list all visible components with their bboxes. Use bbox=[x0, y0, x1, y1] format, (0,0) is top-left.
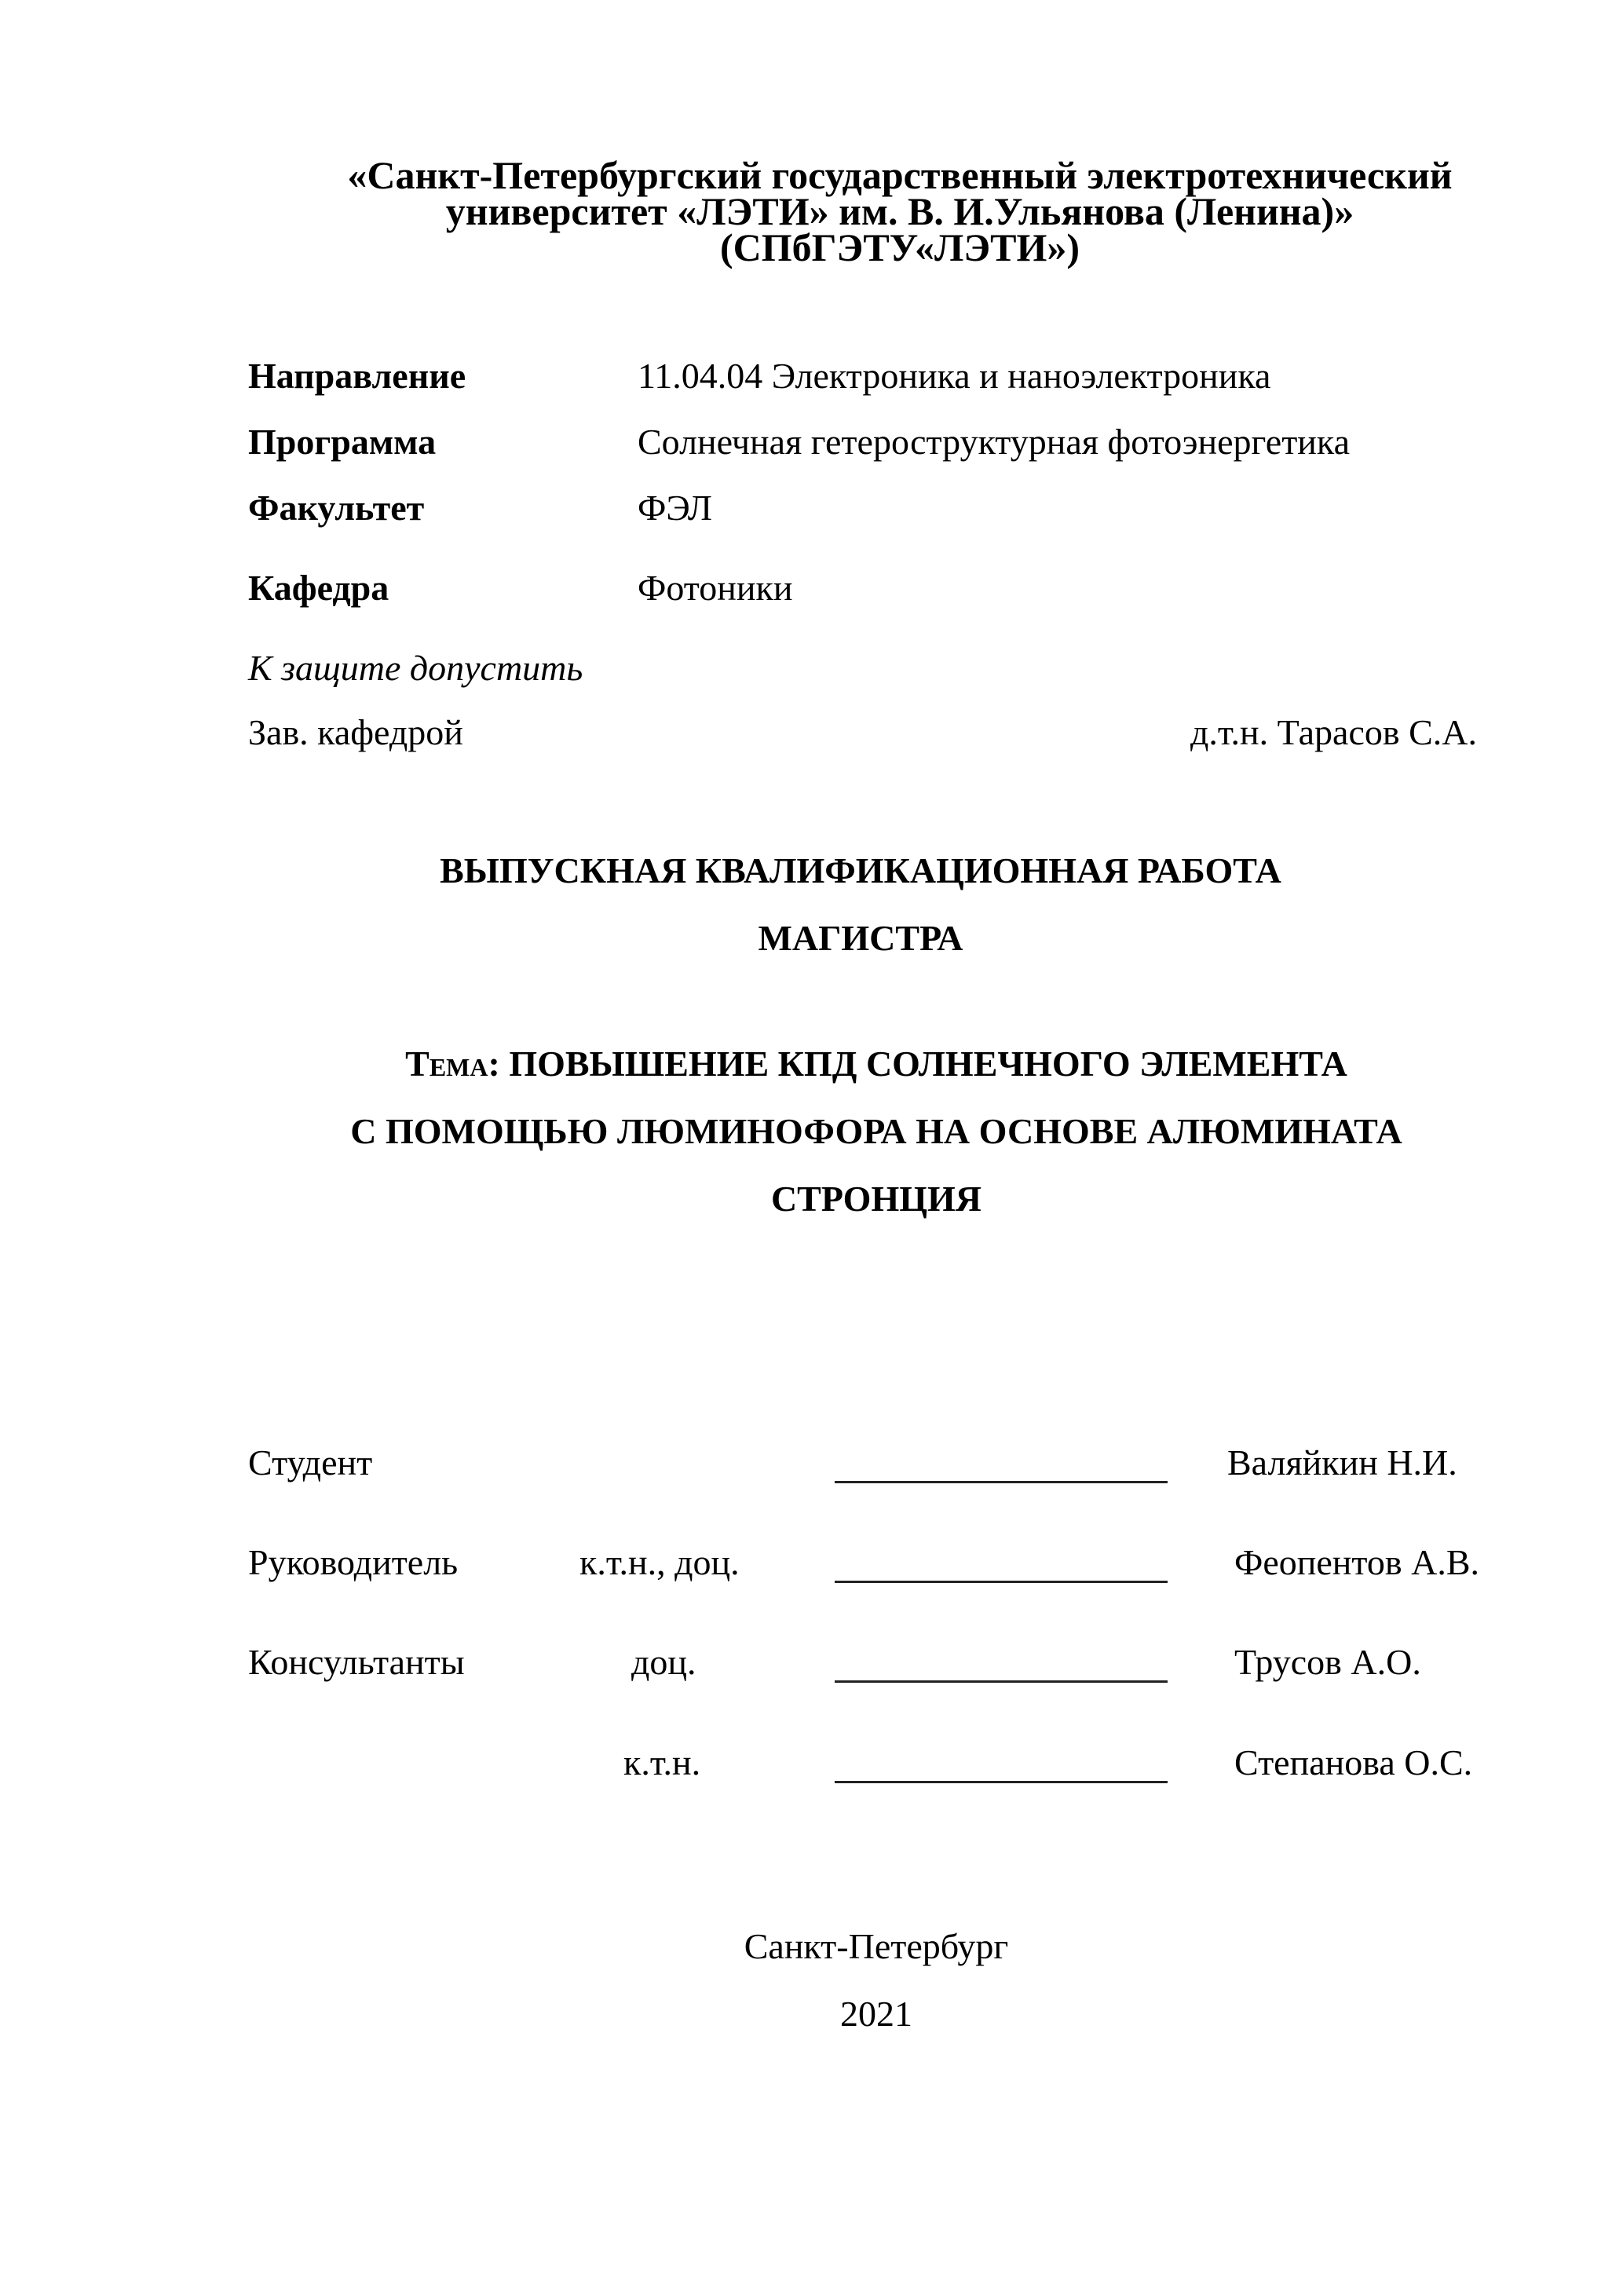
signature-line[interactable] bbox=[835, 1581, 1168, 1583]
signature-role: Консультанты bbox=[248, 1642, 465, 1682]
university-header bbox=[248, 153, 1552, 269]
footer bbox=[248, 1913, 1504, 2048]
signature-name: Феопентов А.В. bbox=[1234, 1542, 1480, 1582]
work-title-line-1: ВЫПУСКНАЯ КВАЛИФИКАЦИОННАЯ РАБОТА bbox=[440, 850, 1281, 890]
signature-role: Студент bbox=[248, 1442, 373, 1483]
field-label-program: Программа bbox=[248, 422, 437, 462]
topic-separator: : bbox=[488, 1044, 500, 1084]
signature-line[interactable] bbox=[835, 1781, 1168, 1783]
field-value-program: Солнечная гетероструктурная фотоэнергетика bbox=[638, 422, 1350, 462]
signature-degree: к.т.н., доц. bbox=[579, 1542, 740, 1582]
field-value-direction: 11.04.04 Электроника и наноэлектроника bbox=[638, 356, 1271, 396]
field-label-department: Кафедра bbox=[248, 568, 389, 608]
topic-line-1 bbox=[248, 1030, 1504, 1098]
approval-role: Зав. кафедрой bbox=[248, 712, 463, 752]
topic bbox=[248, 1030, 1504, 1233]
signature-line[interactable] bbox=[835, 1481, 1168, 1483]
signature-line[interactable] bbox=[835, 1680, 1168, 1683]
signature-name: Валяйкин Н.И. bbox=[1227, 1442, 1457, 1483]
field-label-direction: Направление bbox=[248, 356, 466, 396]
topic-line-2: С ПОМОЩЬЮ ЛЮМИНОФОРА НА ОСНОВЕ АЛЮМИНАТА bbox=[350, 1111, 1402, 1151]
signature-name: Трусов А.О. bbox=[1234, 1642, 1421, 1682]
field-label-faculty: Факультет bbox=[248, 488, 425, 528]
field-value-department: Фотоники bbox=[638, 568, 793, 608]
footer-year: 2021 bbox=[840, 1994, 912, 2034]
signature-name: Степанова О.С. bbox=[1234, 1742, 1473, 1782]
work-title bbox=[248, 837, 1473, 972]
approval-name: д.т.н. Тарасов С.А. bbox=[1190, 712, 1477, 752]
university-header-line-2: университет «ЛЭТИ» им. В. И.Ульянова (Ленина)» bbox=[445, 189, 1354, 233]
university-header-line-1: «Санкт-Петербургский государственный электротехнический bbox=[347, 153, 1453, 197]
work-title-line-2: МАГИСТРА bbox=[758, 918, 963, 958]
topic-line-1-text: ПОВЫШЕНИЕ КПД СОЛНЕЧНОГО ЭЛЕМЕНТА bbox=[509, 1044, 1347, 1084]
signature-degree: к.т.н. bbox=[623, 1742, 701, 1782]
topic-prefix: Тема bbox=[405, 1044, 488, 1084]
university-header-line-3: (СПбГЭТУ«ЛЭТИ») bbox=[719, 225, 1080, 269]
signature-role: Руководитель bbox=[248, 1542, 459, 1582]
footer-city: Санкт-Петербург bbox=[744, 1926, 1009, 1966]
topic-line-3: СТРОНЦИЯ bbox=[770, 1179, 982, 1219]
approval-note: К защите допустить bbox=[248, 648, 583, 688]
field-value-faculty: ФЭЛ bbox=[638, 488, 713, 528]
signature-degree: доц. bbox=[631, 1642, 696, 1682]
